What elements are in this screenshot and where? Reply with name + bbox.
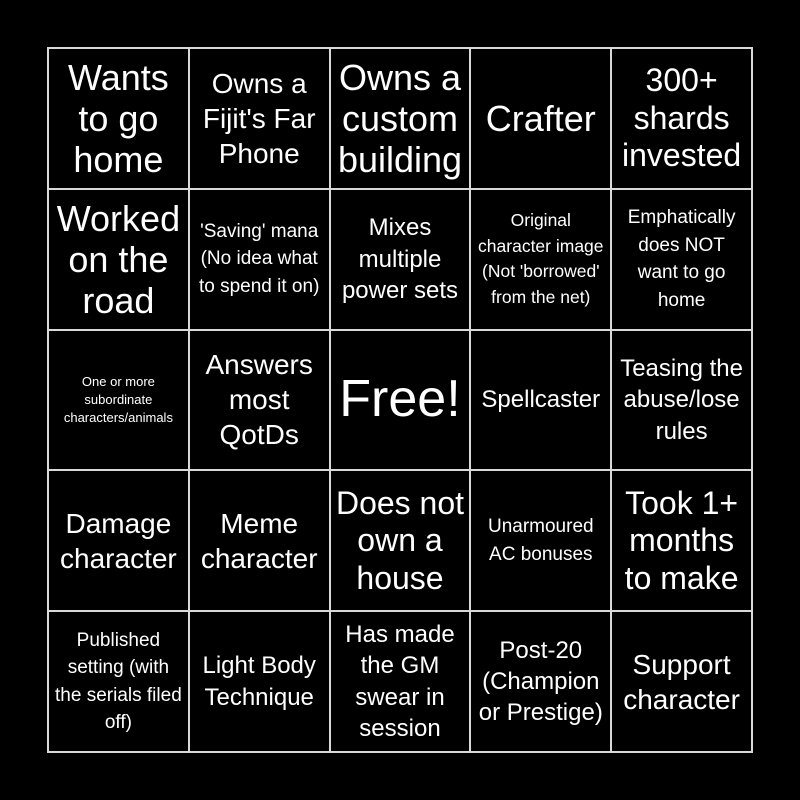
bingo-cell-r5-c1[interactable]: Published setting (with the serials filed off) (48, 611, 189, 752)
bingo-free-space[interactable]: Free! (330, 330, 471, 471)
bingo-board (47, 47, 753, 753)
bingo-cell-r4-c5[interactable]: Took 1+ months to make (611, 470, 752, 611)
bingo-cell-r1-c3[interactable]: Owns a custom building (330, 48, 471, 189)
bingo-cell-r4-c4[interactable]: Unarmoured AC bonuses (470, 470, 611, 611)
bingo-cell-r3-c4[interactable]: Spellcaster (470, 330, 611, 471)
bingo-cell-r5-c2[interactable]: Light Body Technique (189, 611, 330, 752)
bingo-cell-r2-c5[interactable]: Emphatically does NOT want to go home (611, 189, 752, 330)
bingo-cell-r4-c2[interactable]: Meme character (189, 470, 330, 611)
bingo-cell-r5-c4[interactable]: Post-20 (Champion or Prestige) (470, 611, 611, 752)
bingo-cell-r1-c1[interactable]: Wants to go home (48, 48, 189, 189)
bingo-cell-r4-c3[interactable]: Does not own a house (330, 470, 471, 611)
bingo-cell-r1-c5[interactable]: 300+ shards invested (611, 48, 752, 189)
bingo-cell-r5-c3[interactable]: Has made the GM swear in session (330, 611, 471, 752)
bingo-cell-r1-c4[interactable]: Crafter (470, 48, 611, 189)
bingo-cell-r3-c5[interactable]: Teasing the abuse/lose rules (611, 330, 752, 471)
bingo-cell-r2-c4[interactable]: Original character image (Not 'borrowed' from the net) (470, 189, 611, 330)
bingo-cell-r4-c1[interactable]: Damage character (48, 470, 189, 611)
bingo-cell-r2-c2[interactable]: 'Saving' mana (No idea what to spend it on) (189, 189, 330, 330)
bingo-cell-r1-c2[interactable]: Owns a Fijit's Far Phone (189, 48, 330, 189)
bingo-cell-r2-c1[interactable]: Worked on the road (48, 189, 189, 330)
bingo-cell-r3-c2[interactable]: Answers most QotDs (189, 330, 330, 471)
bingo-cell-r5-c5[interactable]: Support character (611, 611, 752, 752)
bingo-cell-r3-c1[interactable]: One or more subordinate characters/animals (48, 330, 189, 471)
bingo-cell-r2-c3[interactable]: Mixes multiple power sets (330, 189, 471, 330)
